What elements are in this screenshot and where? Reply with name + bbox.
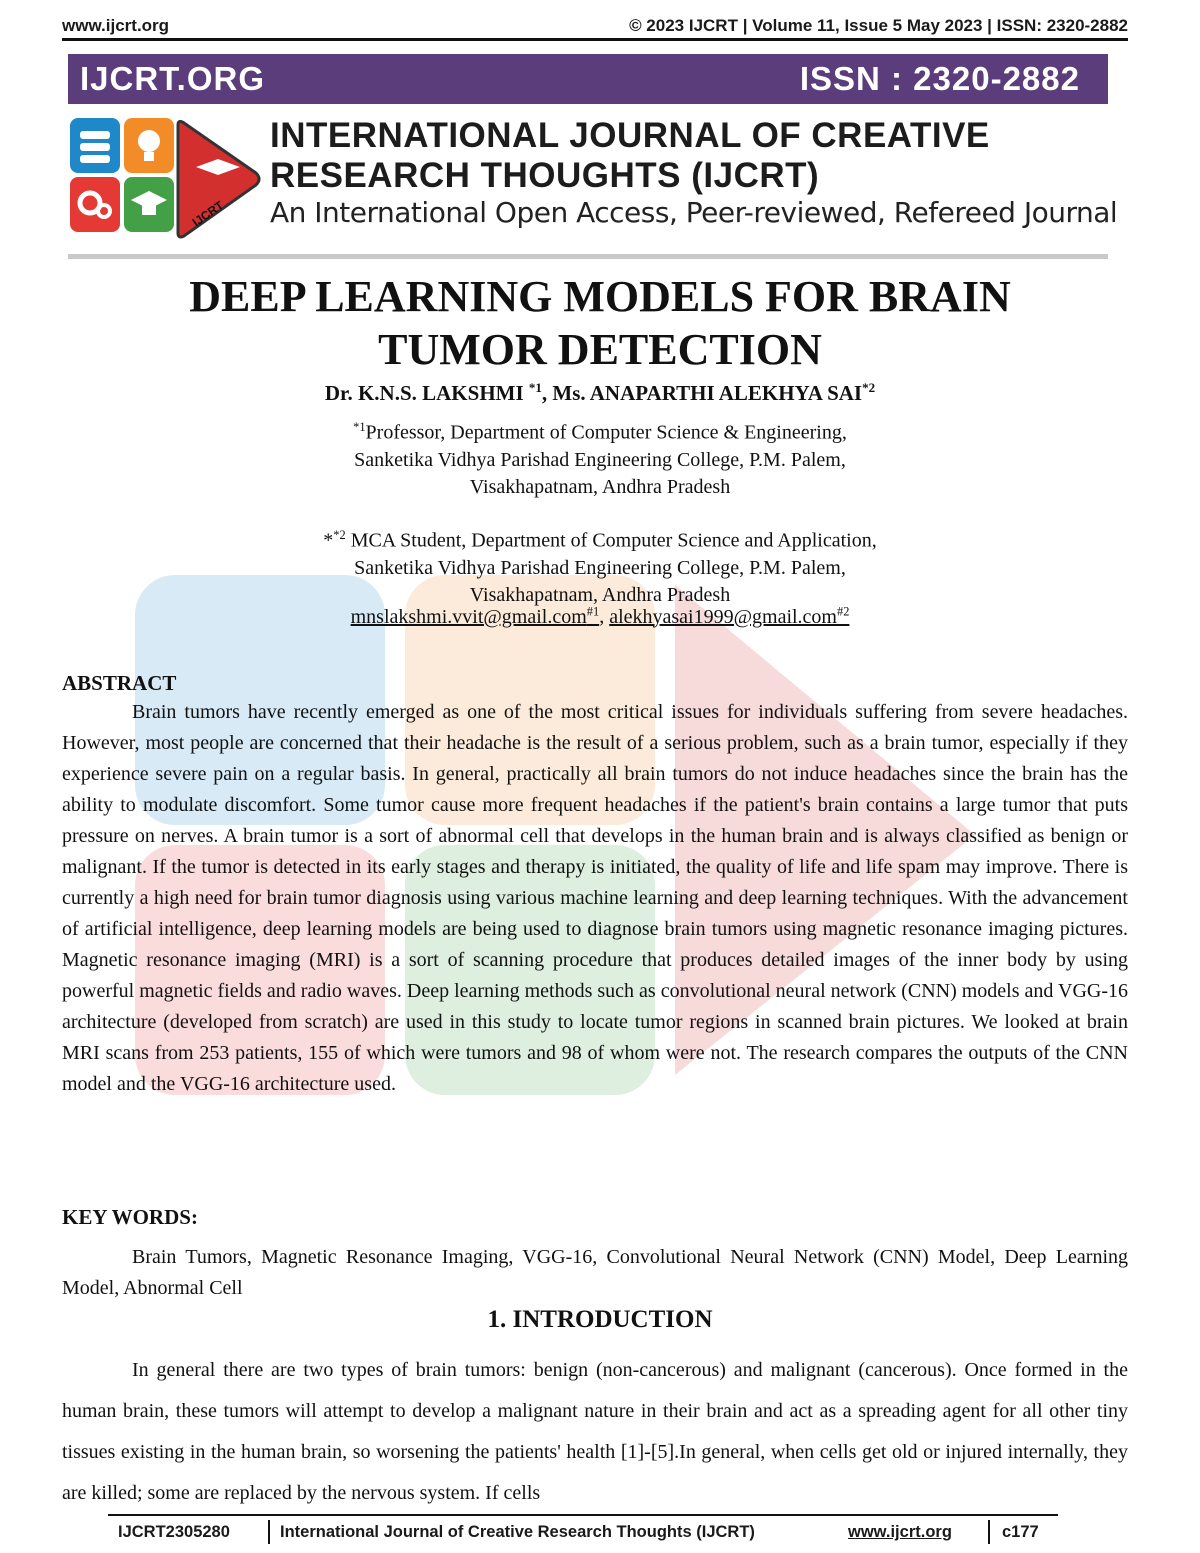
footer-paper-id: IJCRT2305280 xyxy=(118,1523,230,1541)
affiliation-1-line1: Professor, Department of Computer Science & Engineering, xyxy=(365,421,847,444)
site-link[interactable]: www.ijcrt.org xyxy=(62,16,170,35)
introduction-text: In general there are two types of brain tumors: benign (non-cancerous) and malignant (cancerous). Once formed in the human brain, these tumors will attempt to develop a malignant nature in their brain and act as a spreading agent for all other tiny tissues existing in the human brain, so worsening the patients' health [1]-[5].In general, when cells get old or injured internally, they are killed; some are replaced by the nervous system. If cells xyxy=(62,1359,1128,1504)
abstract-heading: ABSTRACT xyxy=(62,671,177,695)
masthead-divider xyxy=(68,254,1108,259)
logo-play-badge xyxy=(178,121,259,237)
paper-title xyxy=(0,270,1200,376)
issue-info: © 2023 IJCRT | Volume 11, Issue 5 May 2023 | ISSN: 2320-2882 xyxy=(629,16,1128,35)
footer-separator xyxy=(988,1520,990,1544)
page-footer xyxy=(108,1516,1058,1546)
banner-org: IJCRT.ORG xyxy=(80,60,266,97)
journal-banner xyxy=(68,54,1108,104)
keywords-text: Brain Tumors, Magnetic Resonance Imaging, VGG-16, Convolutional Neural Network (CNN) Model, Deep Learning Model, Abnormal Cell xyxy=(62,1246,1128,1299)
author-list xyxy=(0,380,1200,406)
author-emails xyxy=(0,604,1200,629)
paper-title-line1: DEEP LEARNING MODELS FOR BRAIN xyxy=(189,272,1011,321)
journal-subtitle: An International Open Access, Peer-reviewed, Refereed Journal xyxy=(270,196,1118,229)
email-link-2[interactable]: alekhyasai1999@gmail.com$^{\#2}$ xyxy=(609,604,850,628)
keywords-heading: KEY WORDS: xyxy=(62,1205,198,1229)
affiliation-1-line3: Visakhapatnam, Andhra Pradesh xyxy=(469,475,731,498)
logo-orange-tile xyxy=(124,118,174,173)
affiliation-1-line2: Sanketika Vidhya Parishad Engineering College, P.M. Palem, xyxy=(354,448,846,471)
affiliation-2-mark: *2 xyxy=(333,528,346,542)
footer-site-link[interactable]: www.ijcrt.org xyxy=(848,1523,952,1541)
journal-title xyxy=(270,116,990,196)
journal-title-line1: INTERNATIONAL JOURNAL OF CREATIVE xyxy=(270,116,990,155)
email-link-1[interactable]: mnslakshmi.vvit@gmail.com$^{\#1}$ xyxy=(350,604,600,628)
logo-red-tile xyxy=(70,177,120,232)
ijcrt-logo xyxy=(68,115,268,245)
footer-separator xyxy=(268,1520,270,1544)
affiliation-1 xyxy=(0,414,1200,501)
email-separator: , xyxy=(599,605,610,628)
affiliation-1-mark: *1 xyxy=(353,420,366,434)
header-divider xyxy=(62,38,1128,41)
author-2: , Ms. ANAPARTHI ALEKHYA SAI xyxy=(541,381,863,405)
banner-issn: ISSN : 2320-2882 xyxy=(799,60,1080,97)
author-1-mark: *1 xyxy=(528,380,542,395)
affiliation-2-mark-star: * xyxy=(323,529,334,552)
paper-title-line2: TUMOR DETECTION xyxy=(378,325,822,374)
author-2-mark: *2 xyxy=(862,380,876,395)
introduction-heading: 1. INTRODUCTION xyxy=(487,1306,713,1333)
journal-title-line2: RESEARCH THOUGHTS (IJCRT) xyxy=(270,156,820,195)
affiliation-2-line1: MCA Student, Department of Computer Science and Application, xyxy=(345,529,877,552)
affiliation-2-line3: Visakhapatnam, Andhra Pradesh xyxy=(469,583,731,606)
running-header xyxy=(62,12,1128,40)
footer-page-number: c177 xyxy=(1002,1523,1039,1541)
footer-journal-name: International Journal of Creative Research Thoughts (IJCRT) xyxy=(280,1523,755,1541)
logo-blue-tile xyxy=(70,118,120,173)
logo-green-tile xyxy=(124,177,174,232)
logo-wordmark: IJCRT xyxy=(189,198,227,230)
affiliation-2-line2: Sanketika Vidhya Parishad Engineering College, P.M. Palem, xyxy=(354,556,846,579)
abstract-text: Brain tumors have recently emerged as one of the most critical issues for individuals suffering from severe headaches. However, most people are concerned that their headache is the result of a serious problem, such as a brain tumor, especially if they experience severe pain on a regular basis. In general, practically all brain tumors do not induce headaches since the brain has the ability to modulate discomfort. Some tumor cause more frequent headaches if the patient's brain contains a large tumor that puts pressure on nerves. A brain tumor is a sort of abnormal cell that develops in the human brain and is always classified as benign or malignant. If the tumor is detected in its early stages and therapy is initiated, the quality of life and life spam may improve. There is currently a high need for brain tumor diagnosis using various machine learning and deep learning techniques. With the advancement of artificial intelligence, deep learning models are being used to diagnose brain tumors using magnetic resonance imaging pictures. Magnetic resonance imaging (MRI) is a sort of scanning procedure that produces detailed images of the inner body by using powerful magnetic fields and radio waves. Deep learning methods such as convolutional neural network (CNN) models and VGG-16 architecture (developed from scratch) are used in this study to locate tumor regions in scanned brain pictures. We looked at brain MRI scans from 253 patients, 155 of which were tumors and 98 of whom were not. The research compares the outputs of the CNN model and the VGG-16 architecture used. xyxy=(62,701,1129,1095)
author-1: Dr. K.N.S. LAKSHMI xyxy=(324,381,529,405)
affiliation-2 xyxy=(0,522,1200,609)
